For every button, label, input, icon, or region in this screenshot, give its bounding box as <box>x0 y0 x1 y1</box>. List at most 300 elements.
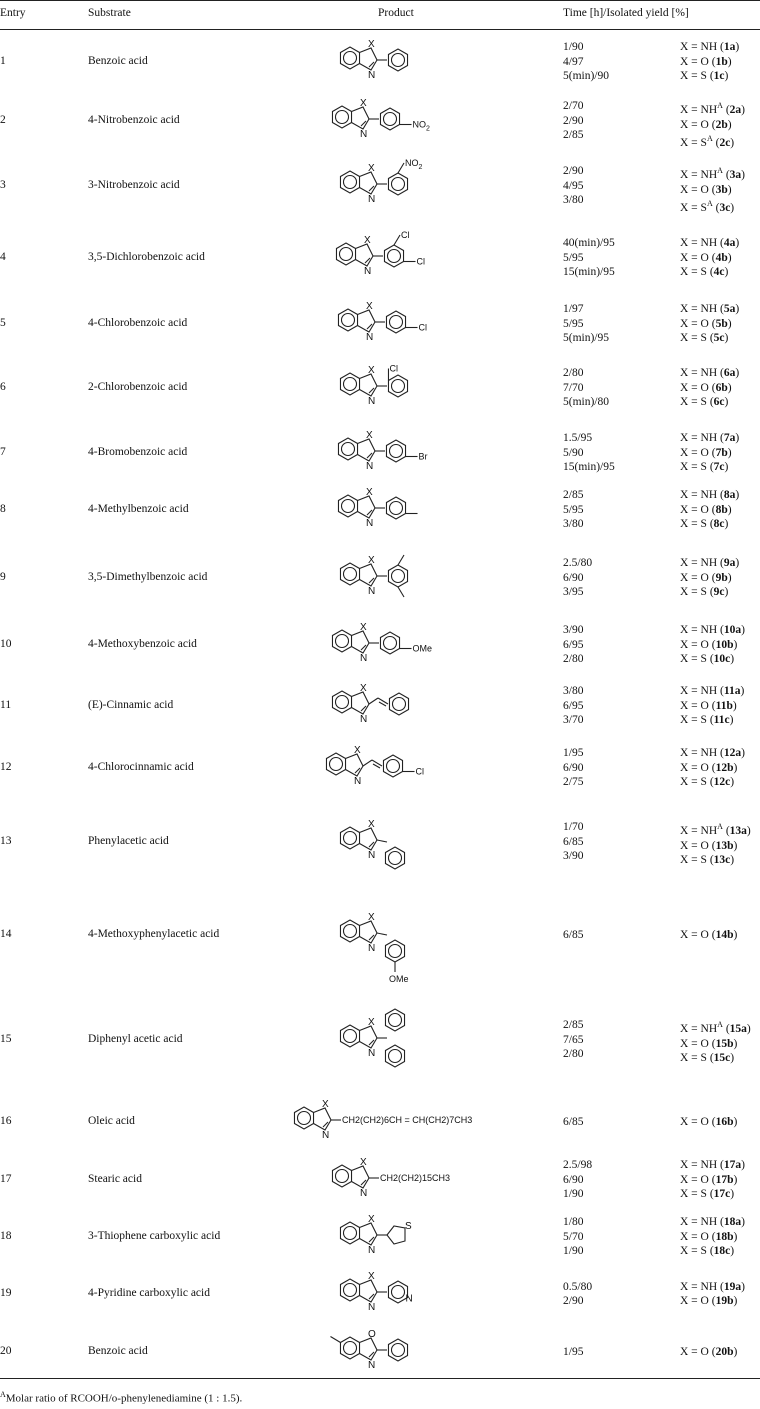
product-code-list <box>680 623 745 667</box>
time-yield-list <box>563 40 609 84</box>
time-yield-value: 1/80 <box>563 1216 584 1229</box>
product-code: X = O (3b) <box>680 183 732 196</box>
product-structure <box>322 622 522 695</box>
time-yield-value: 3/90 <box>563 850 584 863</box>
header-product: Product <box>378 7 414 19</box>
time-yield-value: 6/90 <box>563 1173 584 1186</box>
heteroatom-label: X <box>322 1099 329 1110</box>
nitrogen-label: N <box>366 332 374 343</box>
product-code: X = S (13c) <box>680 854 735 867</box>
methylene-bond <box>377 933 387 935</box>
product-code-list <box>680 820 751 867</box>
time-yield-list <box>563 1280 592 1309</box>
product-code: X = S (5c) <box>680 332 729 345</box>
alkyl-chain-label: CH2(CH2)15CH3 <box>380 1173 451 1183</box>
time-yield-value: 5/95 <box>563 251 584 264</box>
time-yield-list <box>563 1158 592 1202</box>
product-code: X = O (18b) <box>680 1230 738 1243</box>
time-yield-value: 0.5/80 <box>563 1280 593 1293</box>
heteroatom-label: X <box>368 912 375 923</box>
aromatic-circle <box>390 445 403 458</box>
time-yield-list <box>563 820 583 864</box>
entry-number: 15 <box>0 1033 12 1045</box>
time-yield-value: 5(min)/90 <box>563 70 609 83</box>
time-yield-list <box>563 684 583 728</box>
product-code: X = NH (9a) <box>680 557 740 570</box>
product-structure <box>330 158 530 236</box>
product-structure <box>322 98 522 171</box>
time-yield-list <box>563 746 583 790</box>
time-yield-value: 3/80 <box>563 685 584 698</box>
heteroatom-label: X <box>360 98 367 109</box>
time-yield-value: 3/70 <box>563 714 584 727</box>
product-code: X = NH (10a) <box>680 624 745 637</box>
aromatic-circle <box>392 380 405 393</box>
aromatic-circle <box>389 1050 402 1063</box>
product-structure <box>328 301 528 374</box>
time-yield-list <box>563 623 583 667</box>
nitro-label: $NO_2$ <box>412 119 430 133</box>
time-yield-value: 7/65 <box>563 1033 584 1046</box>
pyridine-nitrogen-label: N <box>405 1293 413 1305</box>
substituent-label: Cl <box>418 322 428 333</box>
product-code-list <box>680 236 739 280</box>
product-code-list <box>680 1158 745 1202</box>
product-code: X = S (12c) <box>680 776 735 789</box>
vinyl-bond <box>378 698 388 704</box>
footnote-text: Molar ratio of RCOOH/o-phenylenediamine (1 : 1.5). <box>5 1392 243 1405</box>
time-yield-value: 4/95 <box>563 179 584 192</box>
time-yield-value: 2/85 <box>563 1019 584 1032</box>
product-code: X = NH (19a) <box>680 1280 745 1293</box>
product-code: X = O (5b) <box>680 317 732 330</box>
aromatic-circle <box>344 925 357 938</box>
product-code: X = O (12b) <box>680 761 738 774</box>
aromatic-circle <box>384 113 397 126</box>
product-code: X = O (16b) <box>680 1115 738 1128</box>
azole-ring <box>360 828 377 850</box>
product-code: X = O (9b) <box>680 571 732 584</box>
azole-ring <box>360 1280 377 1302</box>
substituent-label: OMe <box>389 974 409 984</box>
heteroatom-label: X <box>368 39 375 50</box>
substrate-name: 3-Thiophene carboxylic acid <box>88 1230 221 1242</box>
time-yield-value: 2/85 <box>563 129 584 142</box>
substrate-name: Stearic acid <box>88 1173 142 1185</box>
substituent-label: Br <box>418 451 428 462</box>
entry-number: 3 <box>0 179 6 191</box>
nitrogen-label: N <box>364 266 372 277</box>
footnote <box>0 1390 242 1405</box>
aromatic-circle <box>336 696 349 709</box>
product-code: X = NH (11a) <box>680 685 745 698</box>
substrate-name: 3,5-Dimethylbenzoic acid <box>88 571 208 583</box>
time-yield-list <box>563 366 609 410</box>
vinyl-bond <box>363 760 372 766</box>
product-code: X = S (8c) <box>680 518 729 531</box>
aromatic-circle <box>330 758 343 771</box>
header-substrate: Substrate <box>88 7 131 19</box>
product-structure <box>330 555 530 628</box>
product-structure <box>330 1017 530 1090</box>
methylene-bond <box>377 840 387 842</box>
product-code-list <box>680 366 739 410</box>
entry-number: 7 <box>0 446 6 458</box>
heteroatom-label: X <box>366 430 373 441</box>
product-structure <box>330 363 530 438</box>
product-code: X = S (11c) <box>680 714 734 727</box>
product-code-list <box>680 928 737 943</box>
entry-number: 10 <box>0 638 12 650</box>
time-yield-value: 2/90 <box>563 114 584 127</box>
substituent-label: Cl <box>401 230 410 240</box>
product-code: $X = NH^A$ (2a) <box>680 101 745 117</box>
product-code: X = S (9c) <box>680 586 729 599</box>
heteroatom-label: X <box>368 555 375 566</box>
azole-ring <box>360 564 377 586</box>
azole-ring <box>358 496 375 518</box>
product-code: X = O (17b) <box>680 1173 738 1186</box>
product-code-list <box>680 1280 745 1309</box>
entry-number: 1 <box>0 55 6 67</box>
time-yield-list <box>563 431 615 475</box>
aromatic-circle <box>389 1014 402 1027</box>
azole-ring <box>360 1223 377 1245</box>
product-code: X = O (20b) <box>680 1345 738 1358</box>
time-yield-value: 5/70 <box>563 1230 584 1243</box>
time-yield-value: 5(min)/95 <box>563 332 609 345</box>
nitrogen-label: N <box>360 714 368 725</box>
aromatic-circle <box>344 832 357 845</box>
product-code: X = NH (18a) <box>680 1216 745 1229</box>
product-code-list <box>680 1018 751 1065</box>
product-code-list <box>680 488 739 532</box>
heteroatom-label: X <box>368 1017 375 1028</box>
product-code-list <box>680 99 745 150</box>
substituent-bond <box>398 587 404 597</box>
substrate-name: 4-Chlorobenzoic acid <box>88 317 188 329</box>
time-yield-value: 1/95 <box>563 1345 584 1358</box>
aromatic-circle <box>342 443 355 456</box>
product-code: X = S (7c) <box>680 461 729 474</box>
time-yield-value: 6/90 <box>563 761 584 774</box>
aromatic-circle <box>344 1227 357 1240</box>
product-structure <box>330 819 530 892</box>
heteroatom-label: X <box>360 683 367 694</box>
substrate-name: 4-Nitrobenzoic acid <box>88 114 180 126</box>
heteroatom-label: X <box>368 365 375 376</box>
aromatic-circle <box>393 698 406 711</box>
top-rule <box>0 0 760 1</box>
heteroatom-label: X <box>360 622 367 633</box>
time-yield-value: 2.5/80 <box>563 557 593 570</box>
product-code: $X = NH^A$ (15a) <box>680 1020 751 1036</box>
time-yield-value: 2/70 <box>563 100 584 113</box>
product-code: X = NH (4a) <box>680 237 740 250</box>
methyl-bond <box>330 1337 340 1343</box>
product-code-list <box>680 746 745 790</box>
substrate-name: 4-Methoxybenzoic acid <box>88 638 197 650</box>
nitrogen-label: N <box>368 1048 376 1059</box>
time-yield-list <box>563 488 583 532</box>
aromatic-circle <box>392 1344 405 1357</box>
azole-ring <box>314 1108 331 1130</box>
time-yield-value: 3/90 <box>563 624 584 637</box>
azole-ring <box>352 631 369 653</box>
time-yield-value: 2/75 <box>563 776 584 789</box>
substituent-bond <box>394 235 400 245</box>
aromatic-circle <box>392 1286 405 1299</box>
substrate-name: 3,5-Dichlorobenzoic acid <box>88 251 205 263</box>
product-code-list <box>680 40 739 84</box>
time-yield-list <box>563 1215 583 1259</box>
nitrogen-label: N <box>368 943 376 954</box>
nitrogen-label: N <box>368 586 376 597</box>
product-code: X = O (13b) <box>680 839 738 852</box>
heteroatom-label: X <box>368 163 375 174</box>
product-code: X = O (10b) <box>680 638 738 651</box>
azole-ring <box>358 439 375 461</box>
nitrogen-label: N <box>366 461 374 472</box>
aromatic-circle <box>336 635 349 648</box>
time-yield-value: 6/95 <box>563 699 584 712</box>
entry-number: 6 <box>0 381 6 393</box>
heteroatom-label: X <box>368 1214 375 1225</box>
heteroatom-label: X <box>366 301 373 312</box>
substrate-name: 4-Chlorocinnamic acid <box>88 761 194 773</box>
substrate-name: Benzoic acid <box>88 55 148 67</box>
heteroatom-label: X <box>364 235 371 246</box>
aromatic-circle <box>390 502 403 515</box>
azole-ring <box>360 172 377 194</box>
nitrogen-label: N <box>322 1130 330 1141</box>
heteroatom-label: X <box>366 487 373 498</box>
footnote-mark: A <box>0 1390 6 1399</box>
time-yield-value: 6/85 <box>563 928 584 941</box>
product-code-list <box>680 1115 737 1130</box>
product-code: X = O (15b) <box>680 1037 738 1050</box>
time-yield-list <box>563 99 583 143</box>
substituent-label: Cl <box>389 363 398 374</box>
aromatic-circle <box>344 568 357 581</box>
product-code: X = NH (6a) <box>680 367 740 380</box>
substrate-name: 2-Chlorobenzoic acid <box>88 381 188 393</box>
product-structure <box>330 912 530 985</box>
product-code: $X = NH^A$ (13a) <box>680 822 751 838</box>
entry-number: 11 <box>0 699 12 711</box>
time-yield-value: 5/90 <box>563 446 584 459</box>
time-yield-list <box>563 164 583 208</box>
heteroatom-label: X <box>360 1157 367 1168</box>
product-code: X = S (17c) <box>680 1188 735 1201</box>
substrate-name: 3-Nitrobenzoic acid <box>88 179 180 191</box>
entry-number: 16 <box>0 1115 12 1127</box>
product-code: X = S (10c) <box>680 653 735 666</box>
nitrogen-label: N <box>368 850 376 861</box>
nitrogen-label: N <box>354 776 362 787</box>
substrate-name: Phenylacetic acid <box>88 835 169 847</box>
time-yield-value: 1/95 <box>563 747 584 760</box>
product-code-list <box>680 684 744 728</box>
time-yield-list <box>563 302 609 346</box>
time-yield-value: 2/90 <box>563 1295 584 1307</box>
entry-number: 17 <box>0 1173 12 1185</box>
nitrogen-label: N <box>360 1188 368 1199</box>
sulfur-label: S <box>405 1221 412 1232</box>
time-yield-value: 40(min)/95 <box>563 237 615 250</box>
aromatic-circle <box>384 637 397 650</box>
time-yield-value: 2/90 <box>563 165 584 178</box>
time-yield-value: 2/80 <box>563 367 584 380</box>
time-yield-value: 15(min)/95 <box>563 266 615 279</box>
product-code: X = NH (1a) <box>680 41 740 54</box>
aromatic-circle <box>392 54 405 67</box>
product-code: X = O (1b) <box>680 55 732 68</box>
aromatic-circle <box>342 314 355 327</box>
aromatic-circle <box>389 852 402 865</box>
product-structure <box>316 745 516 818</box>
vinyl-bond <box>372 760 382 766</box>
entry-number: 14 <box>0 928 12 940</box>
aromatic-circle <box>388 250 401 263</box>
time-yield-value: 3/95 <box>563 586 584 599</box>
time-yield-value: 1/70 <box>563 821 584 834</box>
product-code: X = S (1c) <box>680 70 729 83</box>
aromatic-circle <box>387 760 400 773</box>
azole-ring <box>352 107 369 129</box>
product-code-list <box>680 431 739 475</box>
nitrogen-label: N <box>368 1360 376 1371</box>
aromatic-circle <box>344 1030 357 1043</box>
time-yield-list <box>563 1345 583 1360</box>
azole-ring <box>346 754 363 776</box>
time-yield-list <box>563 236 615 280</box>
product-structure <box>322 683 522 756</box>
azole-ring <box>352 1166 369 1188</box>
heteroatom-label: X <box>354 745 361 756</box>
nitrogen-label: N <box>368 1302 376 1313</box>
product-code-list <box>680 1215 745 1259</box>
azole-ring <box>360 921 377 943</box>
product-code: X = O (11b) <box>680 699 737 712</box>
product-code: X = NH (17a) <box>680 1159 745 1172</box>
heteroatom-label: X <box>368 1271 375 1282</box>
time-yield-value: 3/80 <box>563 518 584 531</box>
entry-number: 19 <box>0 1287 12 1299</box>
product-code-list <box>680 164 745 215</box>
time-yield-list <box>563 1018 583 1062</box>
product-code-list <box>680 556 739 600</box>
aromatic-circle <box>336 1170 349 1183</box>
heteroatom-label: X <box>368 819 375 830</box>
aromatic-circle <box>344 1342 357 1355</box>
entry-number: 18 <box>0 1230 12 1242</box>
product-code: $X = S^A$ (2c) <box>680 134 735 149</box>
product-code-list <box>680 1345 737 1360</box>
azole-ring <box>358 310 375 332</box>
time-yield-value: 1/90 <box>563 1245 584 1258</box>
azole-ring <box>360 374 377 396</box>
time-yield-value: 1.5/95 <box>563 432 593 445</box>
vinyl-bond <box>369 698 378 704</box>
nitrogen-label: N <box>368 194 376 205</box>
time-yield-list <box>563 928 583 943</box>
time-yield-value: 1/90 <box>563 41 584 54</box>
time-yield-value: 6/85 <box>563 1115 584 1128</box>
header-time-yield: Time [h]/Isolated yield [%] <box>563 7 689 19</box>
product-code: X = O (14b) <box>680 928 738 941</box>
entry-number: 2 <box>0 114 6 126</box>
aromatic-circle <box>344 1284 357 1297</box>
aromatic-circle <box>342 500 355 513</box>
product-code: $X = NH^A$ (3a) <box>680 166 745 182</box>
aromatic-circle <box>392 178 405 191</box>
time-yield-list <box>563 1115 583 1130</box>
product-code: X = S (4c) <box>680 266 729 279</box>
product-code: X = NH (5a) <box>680 303 740 316</box>
time-yield-value: 6/85 <box>563 835 584 848</box>
time-yield-value: 1/90 <box>563 1188 584 1201</box>
time-yield-value: 5(min)/80 <box>563 396 609 409</box>
time-yield-value: 1/97 <box>563 303 584 316</box>
nitrogen-label: N <box>368 396 376 407</box>
time-yield-value: 5/95 <box>563 317 584 330</box>
aromatic-circle <box>344 176 357 189</box>
product-code: X = O (4b) <box>680 251 732 264</box>
time-yield-value: 3/80 <box>563 194 584 207</box>
thiophene-ring <box>387 1226 405 1244</box>
nitrogen-label: N <box>368 1245 376 1256</box>
entry-number: 20 <box>0 1345 12 1357</box>
entry-number: 12 <box>0 761 12 773</box>
substituent-label: Cl <box>415 766 425 777</box>
entry-number: 8 <box>0 503 6 515</box>
product-code: $X = S^A$ (3c) <box>680 199 735 214</box>
time-yield-value: 7/70 <box>563 381 584 394</box>
product-code: X = O (8b) <box>680 503 732 516</box>
entry-number: 5 <box>0 317 6 329</box>
product-code: X = S (15c) <box>680 1052 735 1065</box>
time-yield-value: 2.5/98 <box>563 1159 593 1172</box>
product-structure <box>330 1329 530 1402</box>
product-code: X = NH (12a) <box>680 747 745 760</box>
time-yield-value: 2/80 <box>563 1048 584 1061</box>
nitro-label: $NO_2$ <box>405 158 423 171</box>
aromatic-circle <box>298 1112 311 1125</box>
product-code: X = S (6c) <box>680 396 729 409</box>
product-code: X = NH (7a) <box>680 432 740 445</box>
nitrogen-label: N <box>360 129 368 140</box>
aromatic-circle <box>340 248 353 261</box>
time-yield-value: 4/97 <box>563 55 584 68</box>
azole-ring <box>360 1026 377 1048</box>
substituent-label: Cl <box>416 256 426 267</box>
substrate-name: Diphenyl acetic acid <box>88 1033 183 1045</box>
heteroatom-label: O <box>368 1329 376 1340</box>
aromatic-circle <box>336 111 349 124</box>
substrate-name: 4-Methylbenzoic acid <box>88 503 189 515</box>
substrate-name: Benzoic acid <box>88 1345 148 1357</box>
product-code: X = S (18c) <box>680 1245 735 1258</box>
bottom-rule <box>0 1378 760 1379</box>
aromatic-circle <box>389 945 402 958</box>
product-code: X = O (2b) <box>680 118 732 131</box>
product-code-list <box>680 302 739 346</box>
product-structure <box>326 230 526 308</box>
time-yield-value: 15(min)/95 <box>563 461 615 474</box>
product-code: X = NH (8a) <box>680 489 740 502</box>
time-yield-value: 2/80 <box>563 653 584 666</box>
